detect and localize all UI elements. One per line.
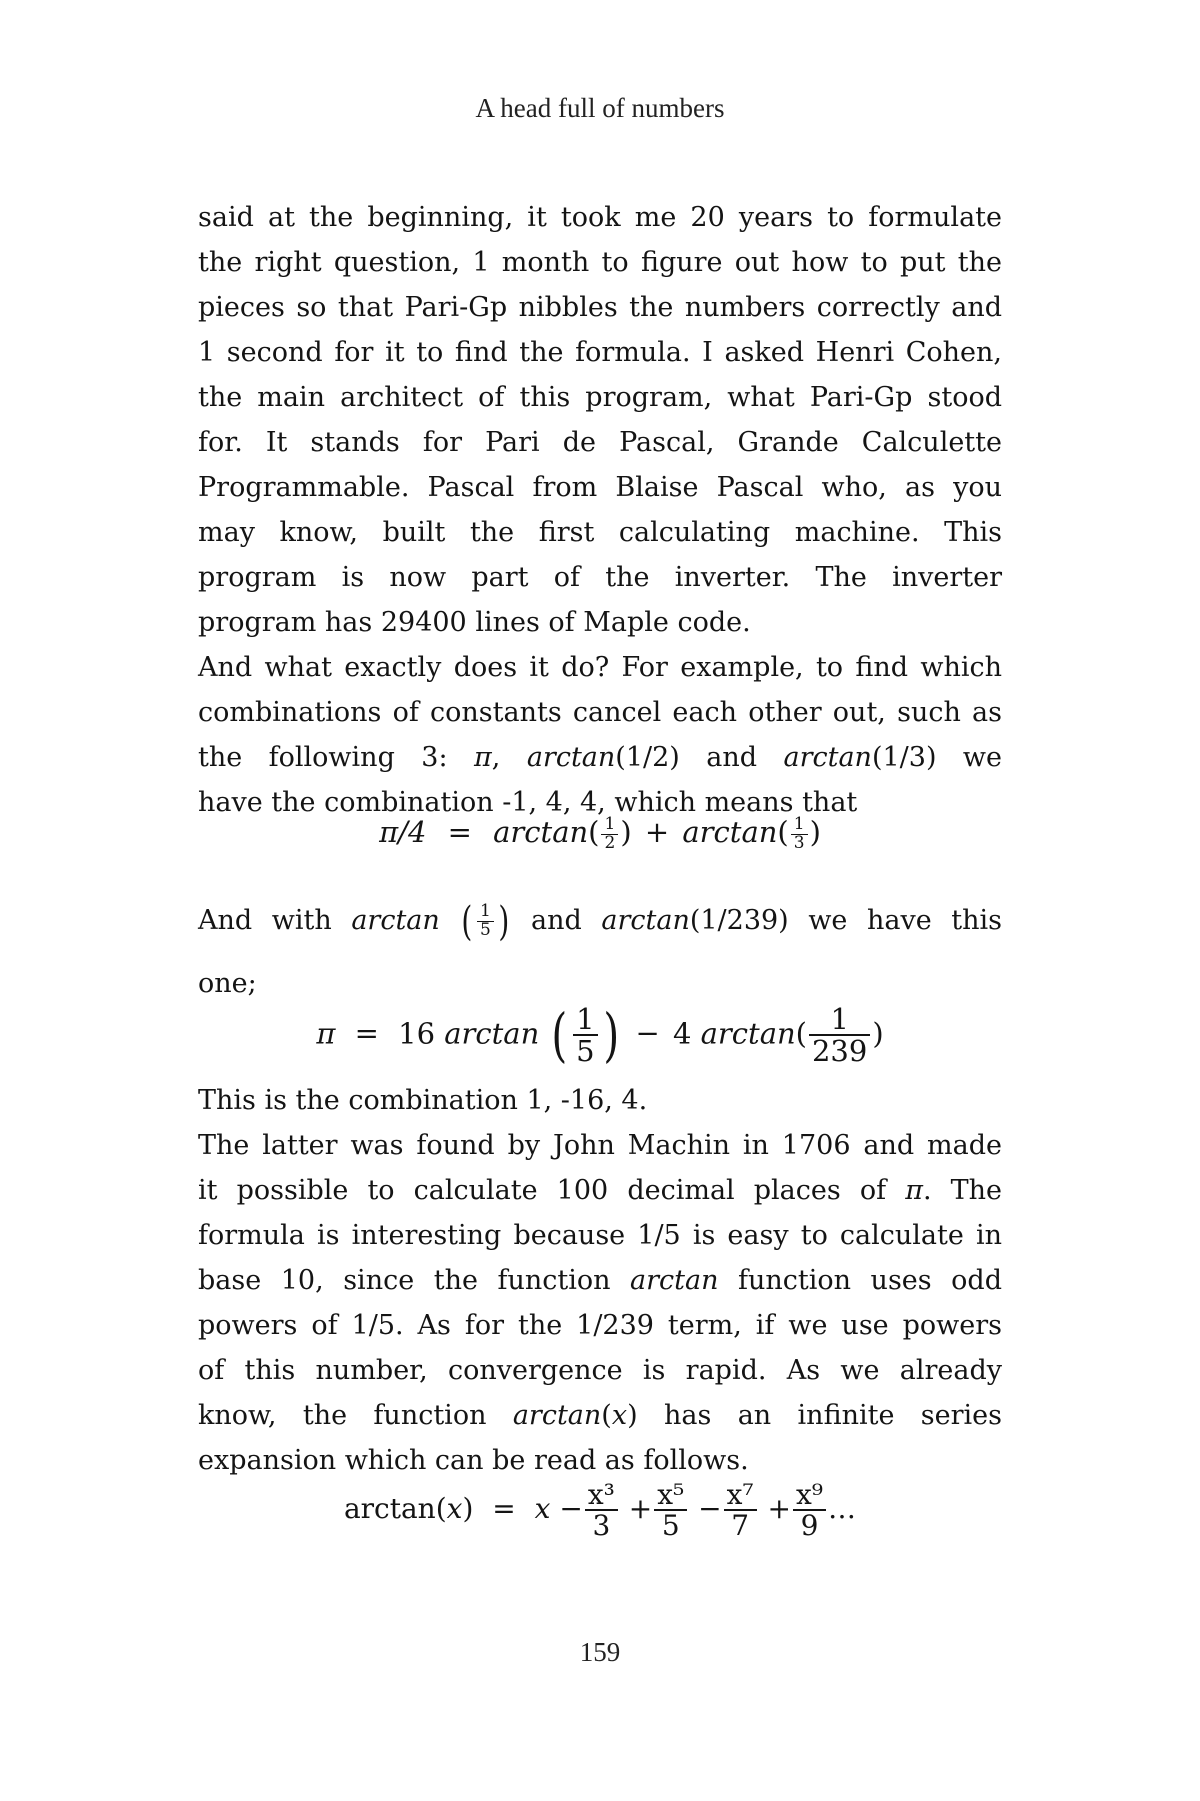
numerator: x⁹: [793, 1480, 826, 1511]
pi-symbol: π: [905, 1175, 923, 1206]
math-variable: x: [446, 1491, 463, 1525]
fraction: [585, 1480, 618, 1541]
text-run: it possible to calculate 100 decimal places of: [198, 1175, 906, 1206]
math-function: arctan: [493, 815, 589, 849]
text-line: The latter was found by John Machin in 1706 and made: [198, 1130, 1002, 1161]
text-run: base 10, since the function: [198, 1265, 631, 1296]
text-line: the right question, 1 month to figure out how to put the: [198, 247, 1002, 278]
denominator: 3: [793, 832, 805, 853]
text-line: [198, 1168, 1002, 1213]
eq-lhs: π/4: [379, 815, 427, 849]
text-line: pieces so that Pari-Gp nibbles the numbers correctly and: [198, 292, 1002, 323]
text-line: one;: [198, 968, 257, 999]
text-run: And with: [198, 905, 352, 936]
math-variable: x: [611, 1400, 628, 1431]
equals-sign: =: [354, 1016, 379, 1051]
text-line: powers of 1/5. As for the 1/239 term, if we use powers: [198, 1310, 1002, 1341]
paragraph-3: [198, 898, 1002, 1006]
plus-sign: +: [644, 815, 670, 849]
math-function: arctan: [444, 1016, 540, 1051]
text-line: for. It stands for Pari de Pascal, Grande Calculette: [198, 427, 1002, 458]
text-line: expansion which can be read as follows.: [198, 1445, 749, 1476]
text-run: the following 3:: [198, 742, 475, 773]
fraction: [601, 813, 618, 853]
paragraph-4: [198, 1078, 1002, 1123]
text-run: function uses odd: [718, 1265, 1002, 1296]
math-function: arctan: [526, 742, 616, 773]
text-line: And what exactly does it do? For example, to find which: [198, 652, 1002, 683]
text-line: [198, 1258, 1002, 1303]
numerator: 1: [573, 1004, 597, 1036]
pi-symbol: π: [474, 742, 492, 773]
text-line: of this number, convergence is rapid. As we already: [198, 1355, 1002, 1386]
minus-sign: −: [635, 1016, 660, 1051]
math-function: arctan: [351, 905, 440, 936]
ellipsis: …: [828, 1491, 857, 1525]
numerator: x⁵: [654, 1480, 687, 1511]
running-head: A head full of numbers: [475, 93, 725, 123]
paragraph-5: [198, 1123, 1002, 1483]
paragraph-1: [198, 195, 1002, 645]
text-line: said at the beginning, it took me 20 years to formulate: [198, 202, 1002, 233]
coefficient: 16: [398, 1016, 436, 1051]
coefficient: 4: [672, 1016, 692, 1051]
denominator: 7: [731, 1509, 750, 1543]
math-function: arctan: [512, 1400, 602, 1431]
page-number: 159: [579, 1637, 621, 1667]
text-run: we have this: [788, 905, 1003, 936]
denominator: 3: [592, 1509, 611, 1543]
text-run: has an infinite series: [637, 1400, 1002, 1431]
text-run: ,: [491, 742, 527, 773]
math-function: arctan: [630, 1265, 719, 1296]
equation-1: π/4 = arctan( $\frac{1}{2}$ ) + arctan( $\frac{1}{3}$ ): [379, 813, 821, 853]
fraction: [654, 1480, 687, 1541]
equals-sign: =: [447, 815, 472, 849]
text-line: 1 second for it to find the formula. I asked Henri Cohen,: [198, 337, 1002, 368]
denominator: 5: [576, 1034, 595, 1069]
text-run: and: [679, 742, 784, 773]
fraction: [791, 813, 808, 853]
math-variable: x: [534, 1491, 551, 1525]
operator: −: [559, 1491, 583, 1525]
math-function: arctan: [343, 1491, 436, 1525]
paragraph-2: [198, 645, 1002, 825]
numerator: 1: [477, 903, 494, 922]
operator: +: [767, 1491, 792, 1525]
text-line: formula is interesting because 1/5 is easy to calculate in: [198, 1220, 1002, 1251]
text-run: and: [511, 905, 602, 936]
math-argument: (1/2): [615, 742, 680, 773]
text-line: have the combination -1, 4, 4, which means that: [198, 787, 858, 818]
text-run: know, the function: [198, 1400, 513, 1431]
math-argument: (1/3): [871, 742, 937, 773]
denominator: 5: [480, 920, 491, 940]
text-run: . The: [922, 1175, 1002, 1206]
text-line: combinations of constants cancel each other out, such as: [198, 697, 1002, 728]
text-line: know, the function arctan(x) has an infinite series: [198, 1400, 1002, 1431]
numerator: 1: [809, 1004, 870, 1036]
text-line: This is the combination 1, -16, 4.: [198, 1085, 648, 1116]
eq-lhs: π: [316, 1016, 336, 1051]
denominator: 5: [661, 1509, 680, 1543]
text-line: Programmable. Pascal from Blaise Pascal who, as you: [198, 472, 1002, 503]
numerator: 1: [601, 816, 618, 835]
numerator: x³: [585, 1480, 618, 1511]
math-function: arctan: [682, 815, 778, 849]
equals-sign: =: [492, 1491, 516, 1525]
equation-2: π = 16 arctan ( $\frac{1}{5}$ ) − 4 arctan( $\frac{1}{239}$ ): [316, 1001, 884, 1070]
text-run: we: [936, 742, 1003, 773]
math-function: arctan: [601, 905, 690, 936]
text-line: And with arctan ( $\frac{1}{5}$ ) and arctan(1/239) we have this: [198, 898, 1003, 945]
fraction: [809, 1004, 870, 1067]
denominator: 9: [800, 1509, 819, 1543]
fraction: [724, 1480, 757, 1541]
text-line: program is now part of the inverter. The inverter: [198, 562, 1002, 593]
text-line: [198, 735, 1002, 780]
fraction: [477, 903, 494, 940]
numerator: x⁷: [724, 1480, 757, 1511]
text-line: may know, built the first calculating machine. This: [198, 517, 1002, 548]
math-function: arctan: [783, 742, 872, 773]
fraction: [793, 1480, 826, 1541]
denominator: 239: [811, 1034, 868, 1069]
math-function: arctan: [700, 1016, 796, 1051]
fraction: [573, 1004, 597, 1067]
operator: −: [698, 1491, 722, 1525]
text-line: the main architect of this program, what Pari-Gp stood: [198, 382, 1002, 413]
equation-3: arctan(x) = x − $\frac{\text{x³}}{3}$ + $\frac{\text{x⁵}}{5}$ − $\frac{\text{x⁷}}{7}$ + $\frac{\text{x⁹}}{9}$ …: [343, 1478, 857, 1543]
numerator: 1: [791, 816, 808, 835]
text-line: program has 29400 lines of Maple code.: [198, 607, 751, 638]
denominator: 2: [604, 832, 616, 853]
operator: +: [628, 1491, 653, 1525]
math-argument: (1/239): [689, 905, 789, 936]
